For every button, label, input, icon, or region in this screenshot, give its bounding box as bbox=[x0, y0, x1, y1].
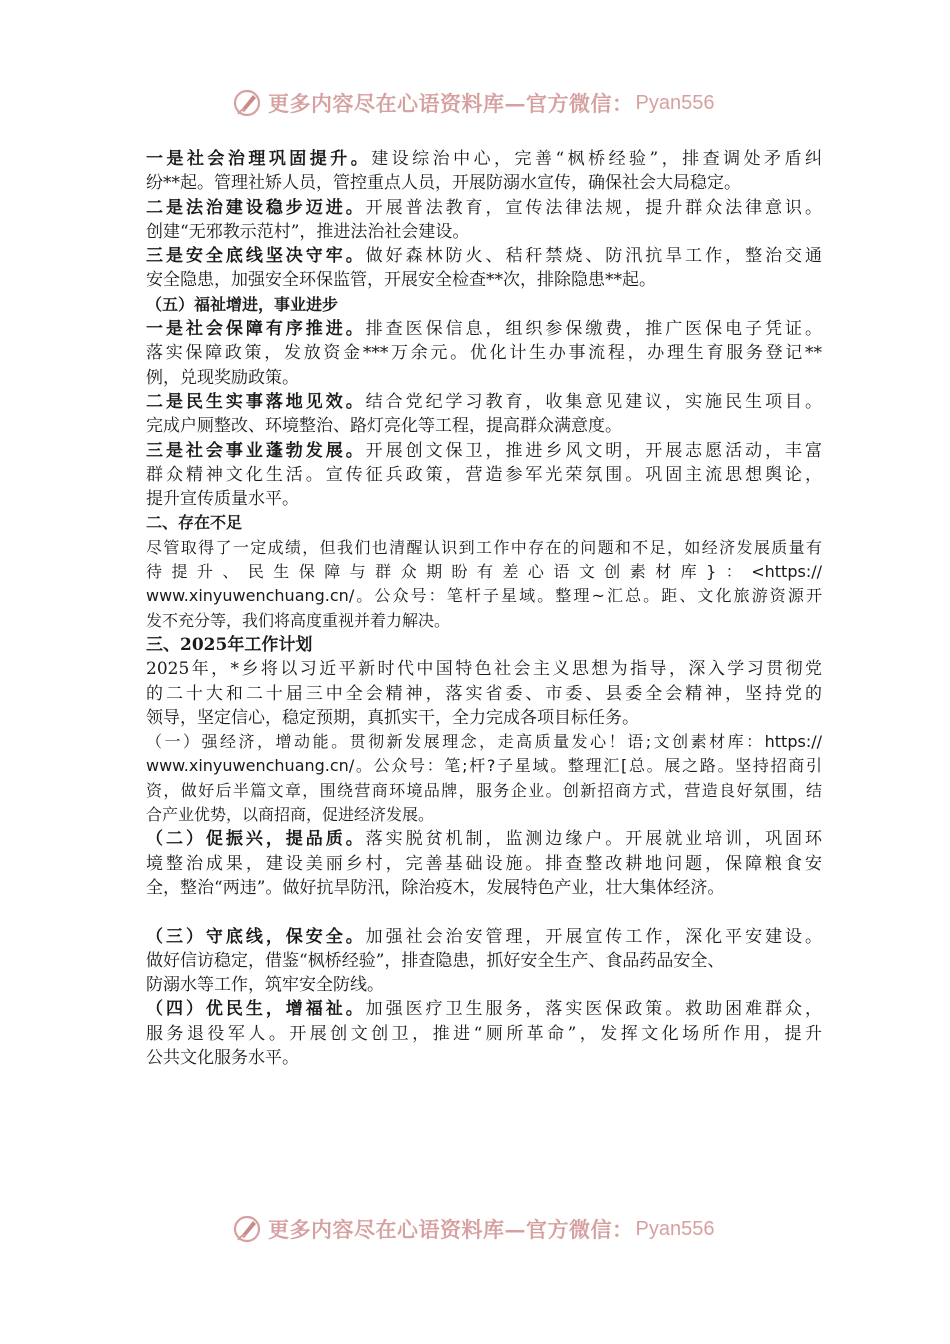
paragraph-line: （二）促振兴，提品质。落实脱贫机制，监测边缘户。开展就业培训，巩固环 bbox=[146, 829, 822, 850]
paragraph-line: 服务退役军人。开展创文创卫，推进“厕所革命”，发挥文化场所作用，提升 bbox=[146, 1023, 822, 1044]
paragraph-line: 纷**起。管理社矫人员，管控重点人员，开展防溺水宣传，确保社会大局稳定。 bbox=[146, 173, 741, 194]
blank-line bbox=[146, 900, 822, 924]
paragraph-line: 群众精神文化生活。宣传征兵政策，营造参军光荣氛围。巩固主流思想舆论， bbox=[146, 464, 822, 485]
paragraph-line: 全，整治“两违”。做好抗旱防汛，除治疫木，发展特色产业，壮大集体经济。 bbox=[146, 877, 725, 898]
lead-heading: 三是社会事业蓬勃发展。 bbox=[146, 440, 366, 461]
section-heading: 三、2025年工作计划 bbox=[146, 634, 313, 655]
lead-heading: 二是民生实事落地见效。 bbox=[146, 391, 366, 412]
paragraph-line: www.xinyuwenchuang.cn/。公众号：笔杆子星域。整理~汇总。距、文化旅游资源开 bbox=[146, 586, 822, 606]
paragraph-line: 合产业优势，以商招商，促进经济发展。 bbox=[146, 805, 435, 825]
paragraph-line: 落实保障政策，发放资金***万余元。优化计生办事流程，办理生育服务登记** bbox=[146, 343, 822, 364]
lead-heading: （三）守底线，保安全。 bbox=[146, 926, 366, 947]
paragraph-line: www.xinyuwenchuang.cn/。公众号：笔;杆?子星域。整理汇[总。展之路。坚持招商引 bbox=[146, 756, 822, 776]
paragraph-line: 发不充分等，我们将高度重视并着力解决。 bbox=[146, 610, 451, 630]
paragraph-line: 一是社会治理巩固提升。建设综治中心，完善“枫桥经验”，排查调处矛盾纠 bbox=[146, 149, 822, 169]
banner-wechat-id: Pyan556 bbox=[635, 91, 715, 114]
footer-banner bbox=[232, 1212, 714, 1246]
paragraph-line: 安全隐患，加强安全环保监管，开展安全检查**次，排除隐患**起。 bbox=[146, 270, 656, 291]
paragraph-line: 提升宣传质量水平。 bbox=[146, 489, 299, 510]
paragraph-line: 二是法治建设稳步迈进。开展普法教育，宣传法律法规，提升群众法律意识。 bbox=[146, 197, 822, 218]
paragraph-line: 三是社会事业蓬勃发展。开展创文保卫，推进乡风文明，开展志愿活动，丰富 bbox=[146, 440, 822, 461]
paragraph-line: （四）优民生，增福祉。加强医疗卫生服务，落实医保政策。救助困难群众， bbox=[146, 999, 822, 1020]
lead-heading: 一是社会治理巩固提升。 bbox=[146, 149, 372, 169]
paragraph-line: 二是民生实事落地见效。结合党纪学习教育，收集意见建议，实施民生项目。 bbox=[146, 391, 822, 412]
paragraph-line: 资，做好后半篇文章，围绕营商环境品牌，服务企业。创新招商方式，营造良好氛围，结 bbox=[146, 780, 822, 800]
paragraph-line: 待提升、民生保障与群众期盼有差心语文创素材库}：<https:// bbox=[146, 562, 822, 582]
section-heading: 二、存在不足 bbox=[146, 513, 243, 533]
header-banner bbox=[232, 86, 714, 120]
document-body bbox=[146, 147, 822, 1070]
paragraph-line: 一是社会保障有序推进。排查医保信息，组织参保缴费，推广医保电子凭证。 bbox=[146, 319, 822, 340]
paragraph-line: 创建“无邪教示范村”，推进法治社会建设。 bbox=[146, 221, 470, 242]
pen-circle-icon bbox=[232, 1214, 262, 1244]
paragraph-line: 防溺水等工作，筑牢安全防线。 bbox=[146, 975, 384, 996]
paragraph-line: 尽管取得了一定成绩，但我们也清醒认识到工作中存在的问题和不足，如经济发展质量有 bbox=[146, 537, 822, 557]
section-heading: （五）福祉增进，事业进步 bbox=[146, 294, 339, 314]
paragraph-line: 2025年，*乡将以习近平新时代中国特色社会主义思想为指导，深入学习贯彻党 bbox=[146, 659, 822, 680]
lead-heading: （四）优民生，增福祉。 bbox=[146, 999, 366, 1020]
banner-text: 更多内容尽在心语资料库—官方微信： bbox=[268, 1217, 634, 1242]
banner-wechat-id: Pyan556 bbox=[635, 1217, 715, 1240]
paragraph-line: 完成户厕整改、环境整治、路灯亮化等工程，提高群众满意度。 bbox=[146, 416, 622, 437]
paragraph-line: 的二十大和二十届三中全会精神，落实省委、市委、县委全会精神，坚持党的 bbox=[146, 683, 822, 704]
pen-circle-icon bbox=[232, 88, 262, 118]
banner-text: 更多内容尽在心语资料库—官方微信： bbox=[268, 91, 634, 116]
lead-heading: 三是安全底线坚决守牢。 bbox=[146, 246, 366, 267]
paragraph-line: 境整治成果，建设美丽乡村，完善基础设施。排查整改耕地问题，保障粮食安 bbox=[146, 853, 822, 874]
paragraph-line: 三是安全底线坚决守牢。做好森林防火、秸秆禁烧、防汛抗旱工作，整治交通 bbox=[146, 246, 822, 267]
lead-heading: 二是法治建设稳步迈进。 bbox=[146, 197, 366, 218]
paragraph-line: （一）强经济，增动能。贯彻新发展理念，走高质量发心！语;文创素材库：https:// bbox=[146, 732, 822, 752]
paragraph-line: （三）守底线，保安全。加强社会治安管理，开展宣传工作，深化平安建设。 bbox=[146, 926, 822, 947]
lead-heading: 一是社会保障有序推进。 bbox=[146, 319, 366, 340]
paragraph-line: 做好信访稳定，借鉴“枫桥经验”，排查隐患，抓好安全生产、食品药品安全、 bbox=[146, 950, 725, 971]
paragraph-line: 例，兑现奖励政策。 bbox=[146, 367, 299, 388]
paragraph-line: 公共文化服务水平。 bbox=[146, 1047, 299, 1068]
paragraph-line: 领导，坚定信心，稳定预期，真抓实干，全力完成各项目标任务。 bbox=[146, 707, 639, 728]
lead-heading: （二）促振兴，提品质。 bbox=[146, 829, 366, 850]
